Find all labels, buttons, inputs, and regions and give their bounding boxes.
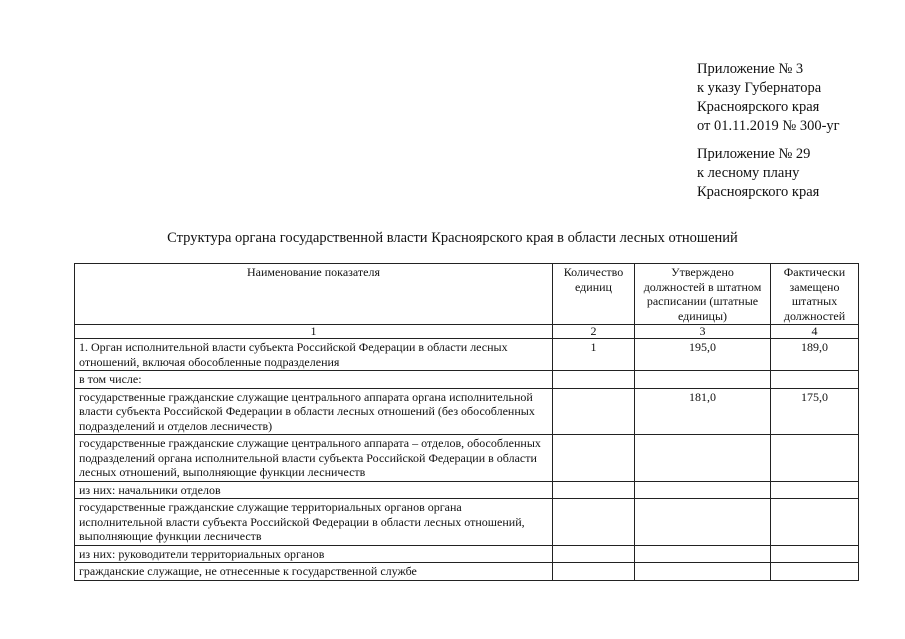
- row-approved: 195,0: [635, 339, 771, 371]
- appendix-2-line: к лесному плану: [697, 165, 800, 181]
- table-row: [75, 563, 859, 581]
- row-name: гражданские служащие, не отнесенные к государственной службе: [75, 563, 553, 581]
- row-units: [553, 545, 635, 563]
- appendix-1-line: Красноярского края: [697, 99, 820, 115]
- row-actual: [771, 435, 859, 482]
- row-approved: [635, 499, 771, 546]
- table-row: [75, 339, 859, 371]
- row-actual: [771, 499, 859, 546]
- row-name: из них: начальники отделов: [75, 481, 553, 499]
- table-row: [75, 388, 859, 435]
- structure-table: [74, 263, 859, 581]
- column-number: 1: [75, 325, 553, 339]
- header-approved-positions: Утверждено должностей в штатном расписании (штатные единицы): [635, 264, 771, 325]
- row-actual: [771, 563, 859, 581]
- appendix-2-line: Красноярского края: [697, 184, 820, 200]
- row-actual: 175,0: [771, 388, 859, 435]
- row-name: 1. Орган исполнительной власти субъекта Российской Федерации в области лесных отношений, включая обособленные подразделения: [75, 339, 553, 371]
- column-number-row: [75, 325, 859, 339]
- appendix-2-block: [697, 145, 819, 202]
- column-number: 3: [635, 325, 771, 339]
- column-number: 2: [553, 325, 635, 339]
- table-row: [75, 481, 859, 499]
- row-actual: [771, 545, 859, 563]
- row-approved: 181,0: [635, 388, 771, 435]
- row-name: из них: руководители территориальных органов: [75, 545, 553, 563]
- row-approved: [635, 435, 771, 482]
- row-units: [553, 371, 635, 389]
- header-actual-positions: Фактически замещено штатных должностей: [771, 264, 859, 325]
- table-row: [75, 435, 859, 482]
- row-name: государственные гражданские служащие территориальных органов органа исполнительной власти субъекта Российской Федерации в области лесных отношений, выполняющие функции лесничеств: [75, 499, 553, 546]
- row-actual: [771, 371, 859, 389]
- row-units: 1: [553, 339, 635, 371]
- appendix-1-line: к указу Губернатора: [697, 80, 822, 96]
- row-name: государственные гражданские служащие центрального аппарата органа исполнительной власти субъекта Российской Федерации в области лесных отношений (без обособленных подразделений и отделов лесничеств): [75, 388, 553, 435]
- table-row: [75, 499, 859, 546]
- header-indicator-name: Наименование показателя: [75, 264, 553, 325]
- row-actual: 189,0: [771, 339, 859, 371]
- row-name: государственные гражданские служащие центрального аппарата – отделов, обособленных подразделений органа исполнительной власти субъекта Российской Федерации в области лесных отношений, выполняющие функции лесничеств: [75, 435, 553, 482]
- row-actual: [771, 481, 859, 499]
- appendix-1-line: Приложение № 3: [697, 61, 804, 77]
- appendix-2-line: Приложение № 29: [697, 146, 811, 162]
- table-header-row: [75, 264, 859, 325]
- appendix-1-line: от 01.11.2019 № 300-уг: [697, 118, 840, 134]
- row-units: [553, 481, 635, 499]
- row-units: [553, 499, 635, 546]
- table-row: [75, 371, 859, 389]
- row-name: в том числе:: [75, 371, 553, 389]
- column-number: 4: [771, 325, 859, 339]
- row-approved: [635, 371, 771, 389]
- table-row: [75, 545, 859, 563]
- appendix-1-block: [697, 60, 840, 136]
- document-title: Структура органа государственной власти Красноярского края в области лесных отношений: [167, 230, 738, 246]
- row-units: [553, 435, 635, 482]
- row-units: [553, 388, 635, 435]
- row-units: [553, 563, 635, 581]
- row-approved: [635, 545, 771, 563]
- row-approved: [635, 563, 771, 581]
- header-units-count: Количество единиц: [553, 264, 635, 325]
- row-approved: [635, 481, 771, 499]
